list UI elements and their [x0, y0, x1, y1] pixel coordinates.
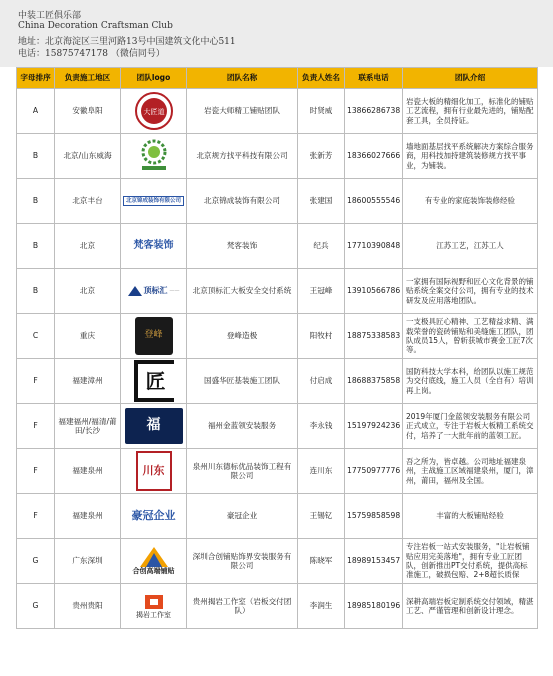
row-intro: 专注岩板一站式安装服务，"让岩板铺贴应用完美落地"，拥有专业工匠团队，创新推出PT交付系统，提供高标准施工，破损包赔、2+8超长质保 — [403, 539, 538, 584]
row-logo: 顶标汇 —— — [121, 269, 187, 314]
col-person: 负责人姓名 — [298, 68, 345, 89]
row-letter: G — [17, 584, 55, 629]
row-person: 王锡钇 — [298, 494, 345, 539]
row-logo: 匠 — [121, 359, 187, 404]
row-person: 陈晓军 — [298, 539, 345, 584]
row-region: 福建福州/福清/莆田/长沙 — [55, 404, 121, 449]
row-intro: 岩瓷大板的精细化加工，标准化的铺贴工艺流程，拥有行业最先进的，铺贴配套工具，全员持证。 — [403, 89, 538, 134]
table-row — [17, 89, 538, 134]
row-region: 广东深圳 — [55, 539, 121, 584]
club-header — [0, 0, 553, 67]
team-logo-icon — [134, 138, 174, 174]
row-intro: 一家拥有国际视野和匠心文化背景的铺贴系统全案交付公司，拥有专业的技术研发及应用落地团队。 — [403, 269, 538, 314]
row-letter: F — [17, 359, 55, 404]
row-team-name: 北京规方找平科技有限公司 — [187, 134, 298, 179]
row-letter: F — [17, 494, 55, 539]
row-letter: A — [17, 89, 55, 134]
row-team-name: 贵州揭岩工作室（岩板交付团队） — [187, 584, 298, 629]
row-intro: 深耕高端岩板定制系统交付领域，精湛工艺、严谨管理和创新设计理念。 — [403, 584, 538, 629]
row-phone: 18366027666 — [345, 134, 403, 179]
row-region: 福建泉州 — [55, 494, 121, 539]
row-region: 福建漳州 — [55, 359, 121, 404]
team-table — [16, 67, 538, 629]
row-letter: F — [17, 404, 55, 449]
row-region: 重庆 — [55, 314, 121, 359]
row-logo: 揭岩工作室 — [121, 584, 187, 629]
svg-text:大匠道: 大匠道 — [143, 108, 164, 116]
row-logo: 豪冠企业 — [121, 494, 187, 539]
row-phone: 13866286738 — [345, 89, 403, 134]
col-team-name: 团队名称 — [187, 68, 298, 89]
team-logo-icon — [134, 91, 174, 131]
row-logo: 登峰 — [121, 314, 187, 359]
row-intro: 吾之所为，皆卓越。公司地址福建泉州，主战施工区域福建泉州，厦门，漳州，莆田，福州及全国。 — [403, 449, 538, 494]
table-row — [17, 224, 538, 269]
table-row — [17, 584, 538, 629]
col-letter: 字母排序 — [17, 68, 55, 89]
row-phone: 18985180196 — [345, 584, 403, 629]
row-person: 时贤威 — [298, 89, 345, 134]
row-team-name: 福州金蓝领安装服务 — [187, 404, 298, 449]
row-logo — [121, 134, 187, 179]
row-logo: 川东 — [121, 449, 187, 494]
table-row — [17, 404, 538, 449]
table-header-row — [17, 68, 538, 89]
row-person: 阳牧村 — [298, 314, 345, 359]
row-person: 李永钱 — [298, 404, 345, 449]
row-team-name: 岩瓷大师精工铺贴团队 — [187, 89, 298, 134]
row-letter: B — [17, 269, 55, 314]
row-intro: 丰富的大板铺贴经验 — [403, 494, 538, 539]
col-logo: 团队logo — [121, 68, 187, 89]
row-logo — [121, 89, 187, 134]
row-letter: B — [17, 224, 55, 269]
row-region: 贵州贵阳 — [55, 584, 121, 629]
row-region: 北京丰台 — [55, 179, 121, 224]
row-intro: 一支极具匠心精神、工艺精益求精、满载荣誉的瓷砖铺贴和美缝施工团队，团队成员15人，曾斩获城市赛金工匠7次等。 — [403, 314, 538, 359]
row-region: 福建泉州 — [55, 449, 121, 494]
row-logo: 北京锦成装饰有限公司 — [121, 179, 187, 224]
row-person: 张新芳 — [298, 134, 345, 179]
row-intro: 墙地面基层找平系统解决方案综合服务商，用科技加持建筑装修规方找平事业，为铺装。 — [403, 134, 538, 179]
club-name-cn: 中装工匠俱乐部 — [18, 11, 82, 21]
row-logo: 合创高端铺贴 — [121, 539, 187, 584]
table-row — [17, 179, 538, 224]
col-intro: 团队介绍 — [403, 68, 538, 89]
row-phone: 15197924236 — [345, 404, 403, 449]
row-region: 北京/山东威海 — [55, 134, 121, 179]
table-row — [17, 449, 538, 494]
row-phone: 18688375858 — [345, 359, 403, 404]
table-row — [17, 494, 538, 539]
row-team-name: 北京顶标汇大板安全交付系统 — [187, 269, 298, 314]
table-row — [17, 314, 538, 359]
club-phone: 电话：15875747178 （微信同号） — [18, 49, 165, 59]
row-letter: B — [17, 134, 55, 179]
row-letter: C — [17, 314, 55, 359]
row-person: 李润生 — [298, 584, 345, 629]
row-intro: 国防科技大学本科，给团队以施工规范为交付底线，施工人员（全自有）培训再上岗。 — [403, 359, 538, 404]
club-address: 地址：北京海淀区三里河路13号中国建筑文化中心511 — [18, 37, 236, 47]
row-person: 连川东 — [298, 449, 345, 494]
row-phone: 18600555546 — [345, 179, 403, 224]
row-team-name: 登峰造极 — [187, 314, 298, 359]
row-region: 北京 — [55, 224, 121, 269]
row-team-name: 豪冠企业 — [187, 494, 298, 539]
row-region: 北京 — [55, 269, 121, 314]
row-intro: 有专业的家庭装饰装修经验 — [403, 179, 538, 224]
col-region: 负责施工地区 — [55, 68, 121, 89]
row-team-name: 深圳合创铺贴饰界安装服务有限公司 — [187, 539, 298, 584]
row-team-name: 梵客装饰 — [187, 224, 298, 269]
row-logo: 梵客装饰 — [121, 224, 187, 269]
row-intro: 2019年厦门金蓝领安装服务有限公司正式成立，专注于岩板大板精工系统交付，培养了一大批年前的蓝领工匠。 — [403, 404, 538, 449]
row-person: 付启成 — [298, 359, 345, 404]
row-phone: 17710390848 — [345, 224, 403, 269]
row-phone: 18875338583 — [345, 314, 403, 359]
row-phone: 15759858598 — [345, 494, 403, 539]
table-row — [17, 134, 538, 179]
table-row — [17, 539, 538, 584]
row-person: 纪兵 — [298, 224, 345, 269]
row-team-name: 泉州川东德标优品装饰工程有限公司 — [187, 449, 298, 494]
row-intro: 江苏工艺，江苏工人 — [403, 224, 538, 269]
row-person: 张建国 — [298, 179, 345, 224]
col-phone: 联系电话 — [345, 68, 403, 89]
row-letter: G — [17, 539, 55, 584]
row-letter: F — [17, 449, 55, 494]
row-logo: 福 — [121, 404, 187, 449]
row-region: 安徽阜阳 — [55, 89, 121, 134]
club-name-en: China Decoration Craftsman Club — [18, 21, 173, 31]
row-phone: 18989153457 — [345, 539, 403, 584]
row-team-name: 北京锦成装饰有限公司 — [187, 179, 298, 224]
row-team-name: 国盛华匠基装施工团队 — [187, 359, 298, 404]
row-phone: 17750977776 — [345, 449, 403, 494]
table-row — [17, 359, 538, 404]
row-person: 王冠峰 — [298, 269, 345, 314]
row-phone: 13910566786 — [345, 269, 403, 314]
row-letter: B — [17, 179, 55, 224]
table-row — [17, 269, 538, 314]
